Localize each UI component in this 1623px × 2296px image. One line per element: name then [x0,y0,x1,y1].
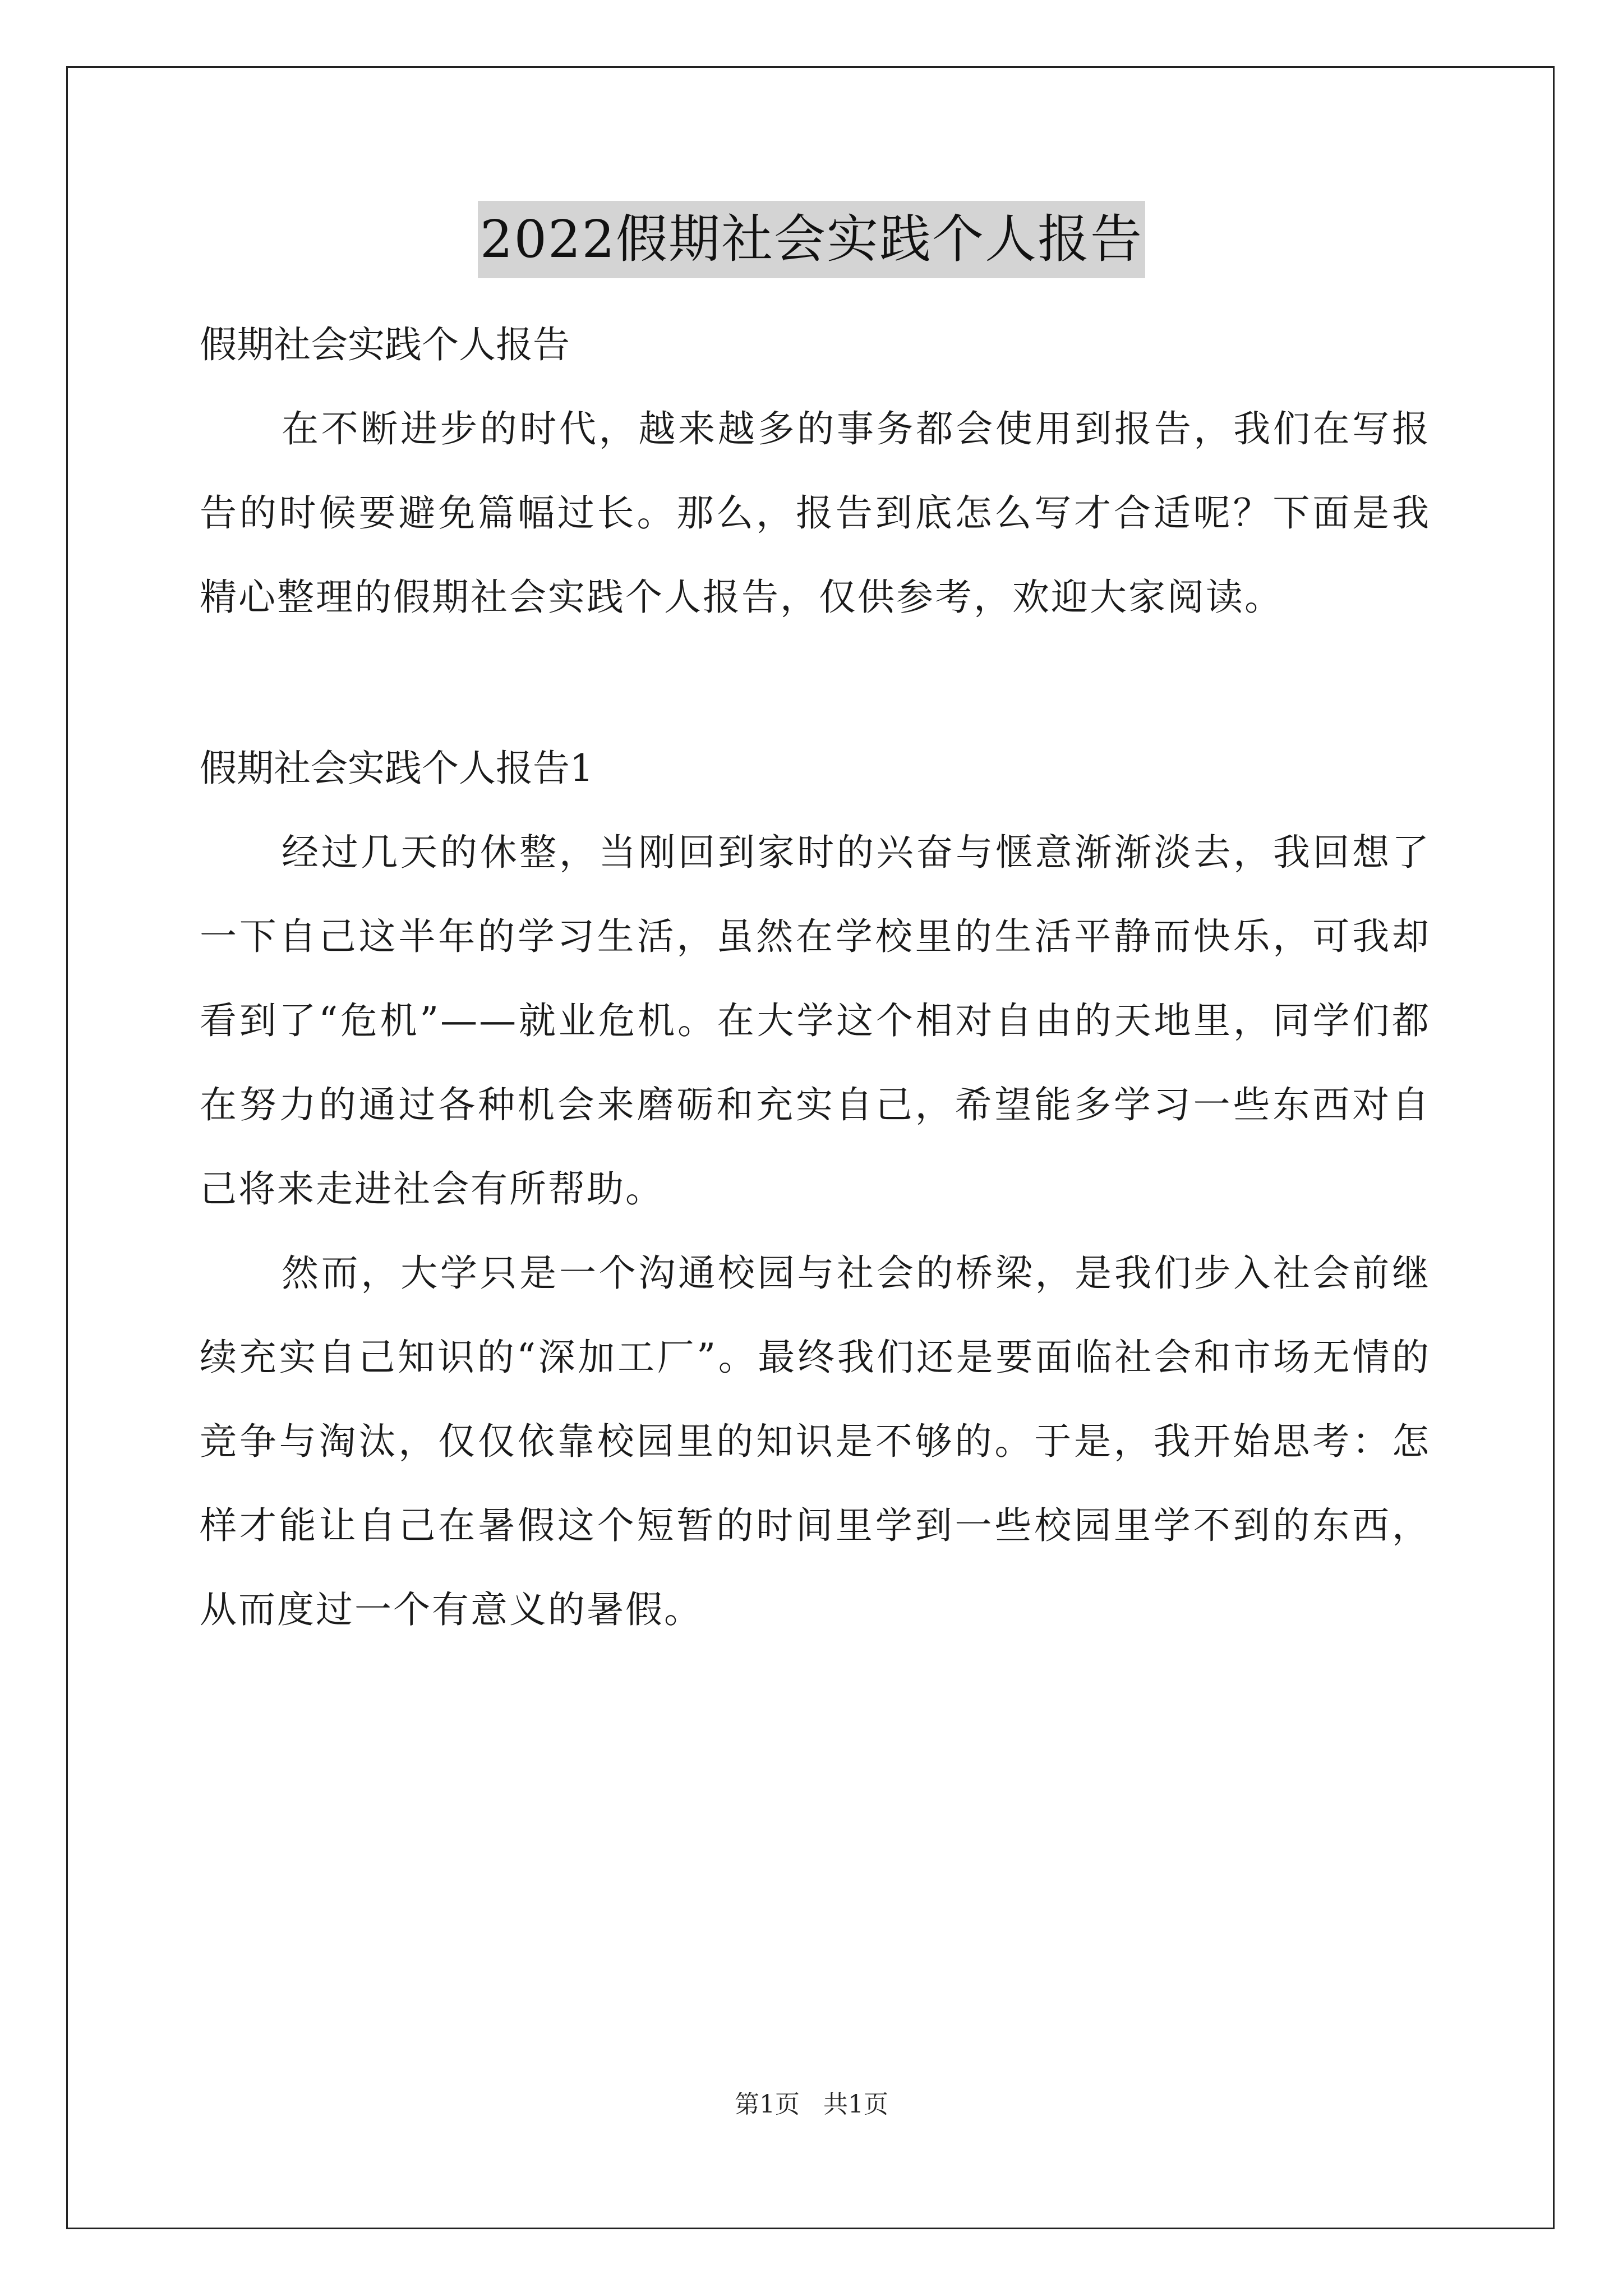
document-title: 2022假期社会实践个人报告 [478,201,1145,278]
title-container [0,201,1623,278]
section-spacer [200,639,1431,726]
section-heading: 假期社会实践个人报告1 [200,747,593,790]
body-paragraph: 经过几天的休整，当刚回到家时的兴奋与惬意渐渐淡去，我回想了一下自己这半年的学习生活，虽然在学校里的生活平静而快乐，可我却看到了“危机”——就业危机。在大学这个相对自由的天地里，同学们都在努力的通过各种机会来磨砺和充实自己，希望能多学习一些东西对自己将来走进社会有所帮助。 [200,831,1431,1211]
body-paragraph: 然而，大学只是一个沟通校园与社会的桥梁，是我们步入社会前继续充实自己知识的“深加工厂”。最终我们还是要面临社会和市场无情的竞争与淘汰，仅仅依靠校园里的知识是不够的。于是，我开始思考：怎样才能让自己在暑假这个短暂的时间里学到一些校园里学不到的东西，从而度过一个有意义的暑假。 [200,1251,1431,1631]
intro-paragraph: 在不断进步的时代，越来越多的事务都会使用到报告，我们在写报告的时候要避免篇幅过长。那么，报告到底怎么写才合适呢？下面是我精心整理的假期社会实践个人报告，仅供参考，欢迎大家阅读。 [200,407,1431,619]
intro-heading: 假期社会实践个人报告 [200,323,570,366]
document-body [200,303,1431,1652]
page-footer: 第1页 共1页 [735,2090,888,2119]
